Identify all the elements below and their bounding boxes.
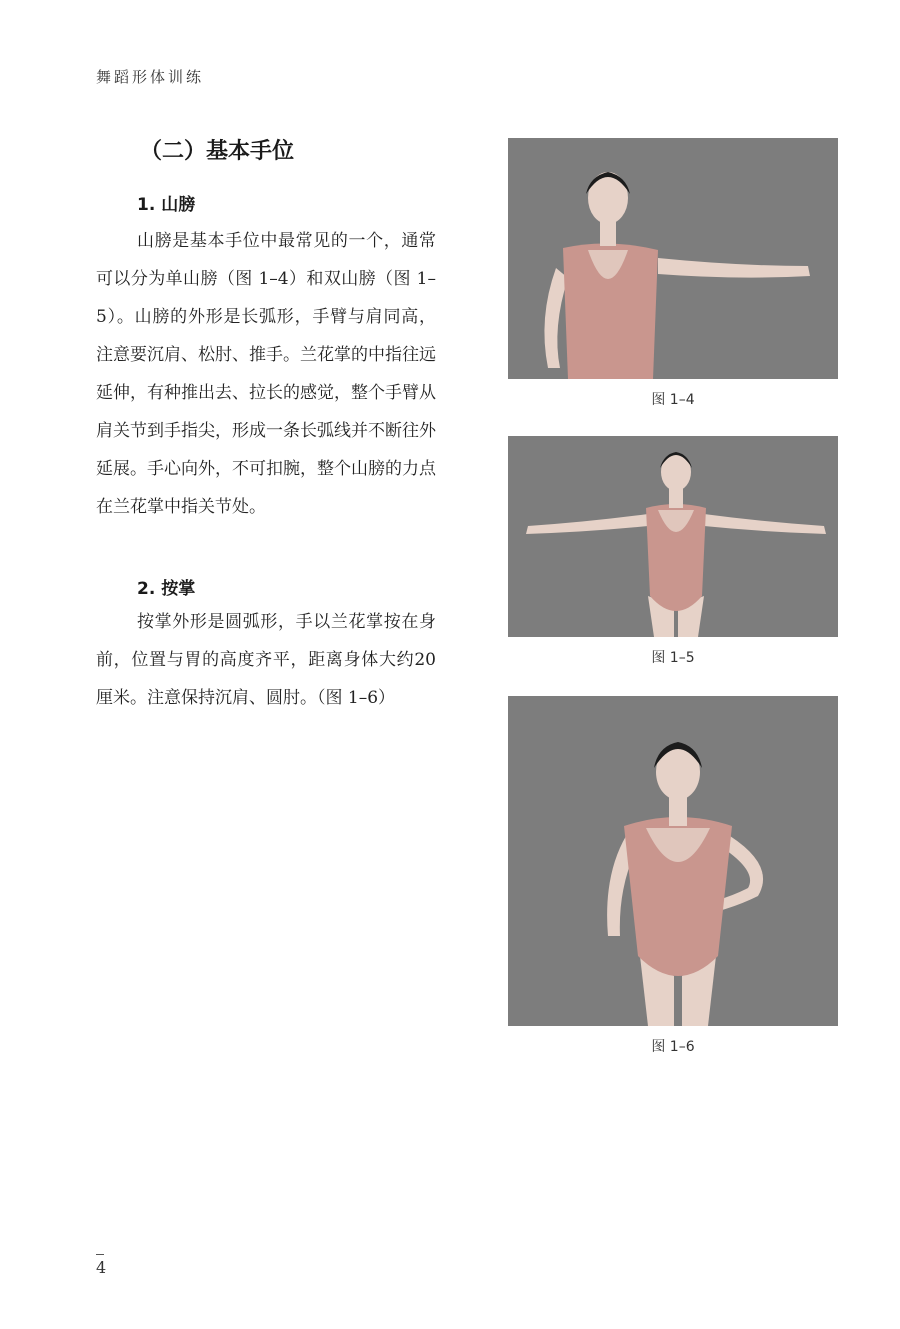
figure-1-4	[508, 138, 838, 409]
figure-caption: 图 1–5	[651, 650, 695, 666]
figure-caption: 图 1–4	[651, 392, 695, 408]
subheading-shanbang: 1. 山膀	[137, 195, 196, 215]
photo-single-shanbang	[508, 138, 838, 379]
paragraph-anzhang: 按掌外形是圆弧形，手以兰花掌按在身前，位置与胃的高度齐平，距离身体大约20厘米。注意保持沉肩、圆肘。（图 1–6）	[96, 612, 436, 708]
figure-caption: 图 1–6	[651, 1039, 695, 1055]
running-head: 舞蹈形体训练	[96, 68, 205, 86]
photo-anzhang	[508, 696, 838, 1026]
figure-1-6	[508, 696, 838, 1056]
page-number: 4	[96, 1258, 107, 1277]
paragraph-shanbang: 山膀是基本手位中最常见的一个，通常可以分为单山膀（图 1–4）和双山膀（图 1–5）。山膀的外形是长弧形，手臂与肩同高，注意要沉肩、松肘、推手。兰花掌的中指往远延伸，有种推出去、拉长的感觉，整个手臂从肩关节到手指尖，形成一条长弧线并不断往外延展。手心向外，不可扣腕，整个山膀的力点在兰花掌中指关节处。	[96, 231, 436, 517]
subheading-anzhang: 2. 按掌	[137, 579, 196, 599]
figure-1-5	[508, 436, 838, 667]
photo-double-shanbang	[508, 436, 838, 637]
page-mark	[96, 1254, 104, 1255]
section-title: （二）基本手位	[140, 139, 295, 164]
